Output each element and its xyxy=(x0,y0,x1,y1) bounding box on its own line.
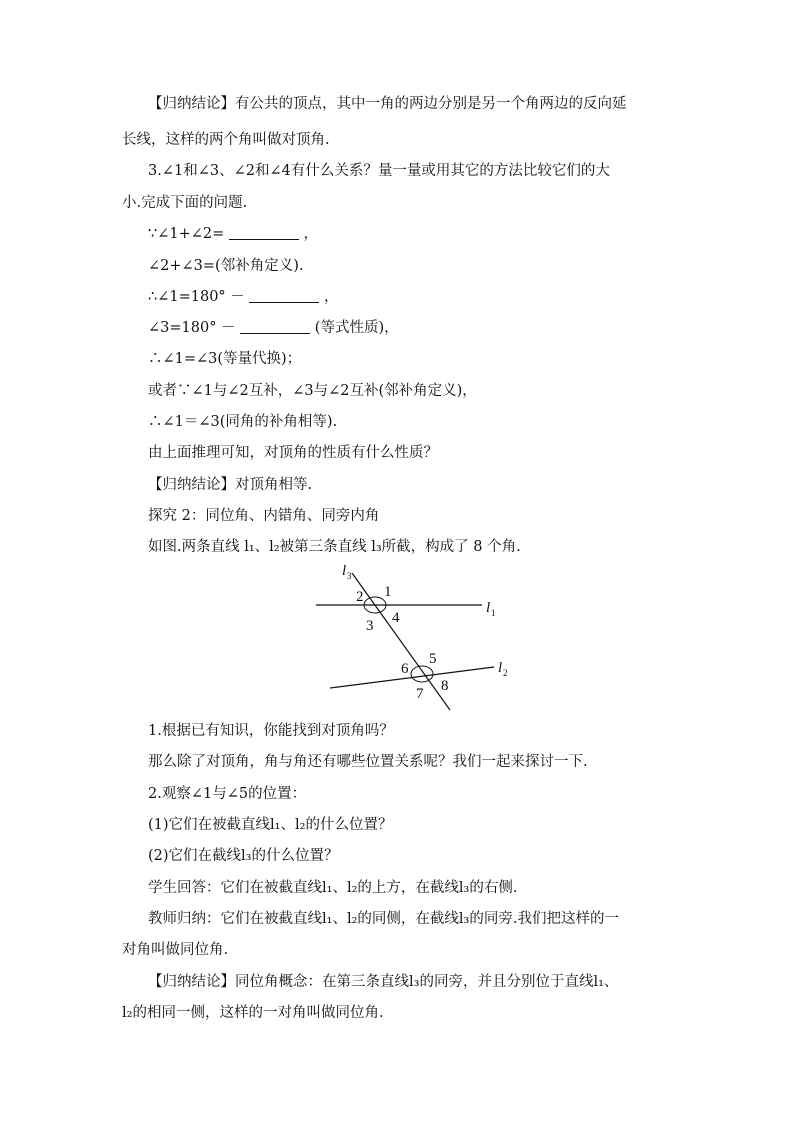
proof-line-7: ∴∠1＝∠3(同角的补角相等). xyxy=(148,414,338,430)
proof-text: ， xyxy=(324,289,339,305)
angle-label-6: 6 xyxy=(401,661,409,677)
angle-label-3: 3 xyxy=(366,618,374,634)
line-l3 xyxy=(352,573,450,710)
proof-text: ∴∠1=180° － xyxy=(148,289,245,305)
exploration-2-heading: 探究 2：同位角、内错角、同旁内角 xyxy=(148,508,380,524)
proof-text: ∠3=180° － xyxy=(148,320,236,336)
angle-label-7: 7 xyxy=(416,686,424,702)
text-line: 对角叫做同位角. xyxy=(122,942,229,958)
transversal-figure xyxy=(300,555,530,715)
conclusion-vertical-angles-def: 【归纳结论】有公共的顶点，其中一角的两边分别是另一个角两边的反向延 xyxy=(148,96,627,112)
angle-label-4: 4 xyxy=(392,610,400,626)
answer-blank-3[interactable] xyxy=(240,319,310,334)
conclusion-corresponding-angles: 【归纳结论】同位角概念：在第三条直线l₃的同旁，并且分别位于直线l₁、 xyxy=(148,974,619,990)
figure-intro: 如图.两条直线 l₁、l₂被第三条直线 l₃所截，构成了 8 个角. xyxy=(148,539,521,555)
label-l1: l xyxy=(486,600,491,616)
conclusion-vertical-angles-equal: 【归纳结论】对顶角相等. xyxy=(148,477,313,493)
proof-line-4 xyxy=(148,318,399,338)
sub-question-1: (1)它们在被截直线l₁、l₂的什么位置？ xyxy=(148,817,393,833)
angle-label-2: 2 xyxy=(356,589,364,605)
label-l2-sub: 2 xyxy=(503,668,508,678)
text-line: 那么除了对顶角，角与角还有哪些位置关系呢？我们一起来探讨一下. xyxy=(148,754,588,770)
proof-text: (等式性质)， xyxy=(314,320,399,336)
proof-line-3 xyxy=(148,287,339,307)
text-line: 长线，这样的两个角叫做对顶角. xyxy=(122,132,330,148)
proof-line-5: ∴∠1=∠3(等量代换)； xyxy=(148,351,302,367)
text-line: l₂的相同一侧，这样的一对角叫做同位角. xyxy=(122,1005,384,1021)
angle-arc-bottom xyxy=(411,666,433,682)
proof-line-6: 或者∵∠1与∠2互补，∠3与∠2互补(邻补角定义)， xyxy=(148,383,477,399)
proof-line-2: ∠2+∠3=(邻补角定义). xyxy=(148,258,304,274)
angle-label-5: 5 xyxy=(429,651,437,667)
label-l3-sub: 3 xyxy=(347,571,352,581)
proof-text: ， xyxy=(303,226,318,242)
question-3: 3.∠1和∠3、∠2和∠4有什么关系？量一量或用其它的方法比较它们的大 xyxy=(148,163,610,179)
angle-label-1: 1 xyxy=(384,584,392,600)
angle-label-8: 8 xyxy=(441,678,449,694)
question-1: 1.根据已有知识，你能找到对顶角吗？ xyxy=(148,723,394,739)
answer-blank-1[interactable] xyxy=(229,225,299,240)
answer-blank-2[interactable] xyxy=(249,288,319,303)
proof-line-1 xyxy=(148,224,318,244)
proof-text: ∵∠1+∠2= xyxy=(148,226,225,242)
label-l2: l xyxy=(498,660,503,676)
question-2: 2.观察∠1与∠5的位置： xyxy=(148,786,307,802)
student-answer: 学生回答：它们在被截直线l₁、l₂的上方，在截线l₃的右侧. xyxy=(148,880,518,896)
teacher-summary: 教师归纳：它们在被截直线l₁、l₂的同侧，在截线l₃的同旁.我们把这样的一 xyxy=(148,911,619,927)
text-line: 小.完成下面的问题. xyxy=(122,195,248,211)
sub-question-2: (2)它们在截线l₃的什么位置？ xyxy=(148,848,339,864)
label-l1-sub: 1 xyxy=(491,608,496,618)
label-l3: l xyxy=(342,563,347,579)
question-property: 由上面推理可知，对顶角的性质有什么性质？ xyxy=(148,445,438,461)
